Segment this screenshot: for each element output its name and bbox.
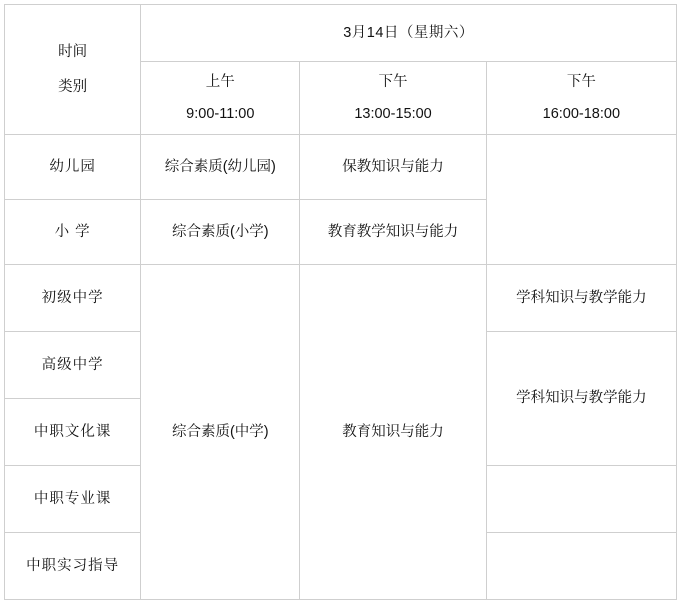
category-kindergarten: 幼儿园 [5,135,141,200]
blank-cell-evening-vocational-internship [486,533,676,600]
exam-date-header: 3月14日（星期六） [141,5,677,62]
category-senior-high: 高级中学 [5,332,141,399]
subject-kindergarten-afternoon: 保教知识与能力 [300,135,486,200]
table-row [5,135,677,200]
subject-senior-high-evening: 学科知识与教学能力 [486,332,676,466]
slot-label-morning: 上午 [205,74,235,91]
subject-junior-high-evening: 学科知识与教学能力 [486,265,676,332]
time-slot-morning [141,62,300,135]
table-header-row-date [5,5,677,62]
slot-time-afternoon: 13:00-15:00 [354,105,432,122]
category-vocational-culture: 中职文化课 [5,399,141,466]
slot-label-evening: 下午 [566,74,596,91]
slot-time-evening: 16:00-18:00 [542,105,621,122]
time-category-corner-cell [5,5,141,135]
subject-secondary-afternoon: 教育知识与能力 [300,265,486,600]
slot-time-morning: 9:00-11:00 [186,105,255,122]
corner-label-category: 类别 [58,79,88,95]
subject-primary-morning: 综合素质(小学) [141,200,300,265]
subject-kindergarten-morning: 综合素质(幼儿园) [141,135,300,200]
time-slot-afternoon [300,62,486,135]
category-primary-school: 小 学 [5,200,141,265]
blank-cell-evening-primary [486,135,676,265]
corner-label-time: 时间 [58,43,88,60]
subject-primary-afternoon: 教育教学知识与能力 [300,200,486,265]
category-vocational-major: 中职专业课 [5,466,141,533]
blank-cell-evening-vocational-major [486,466,676,533]
category-vocational-internship: 中职实习指导 [5,533,141,600]
slot-label-afternoon: 下午 [378,74,408,91]
category-junior-high: 初级中学 [5,265,141,332]
subject-secondary-morning: 综合素质(中学) [141,265,300,600]
table-row [5,265,677,332]
exam-schedule-table [4,4,677,600]
time-slot-evening [486,62,676,135]
